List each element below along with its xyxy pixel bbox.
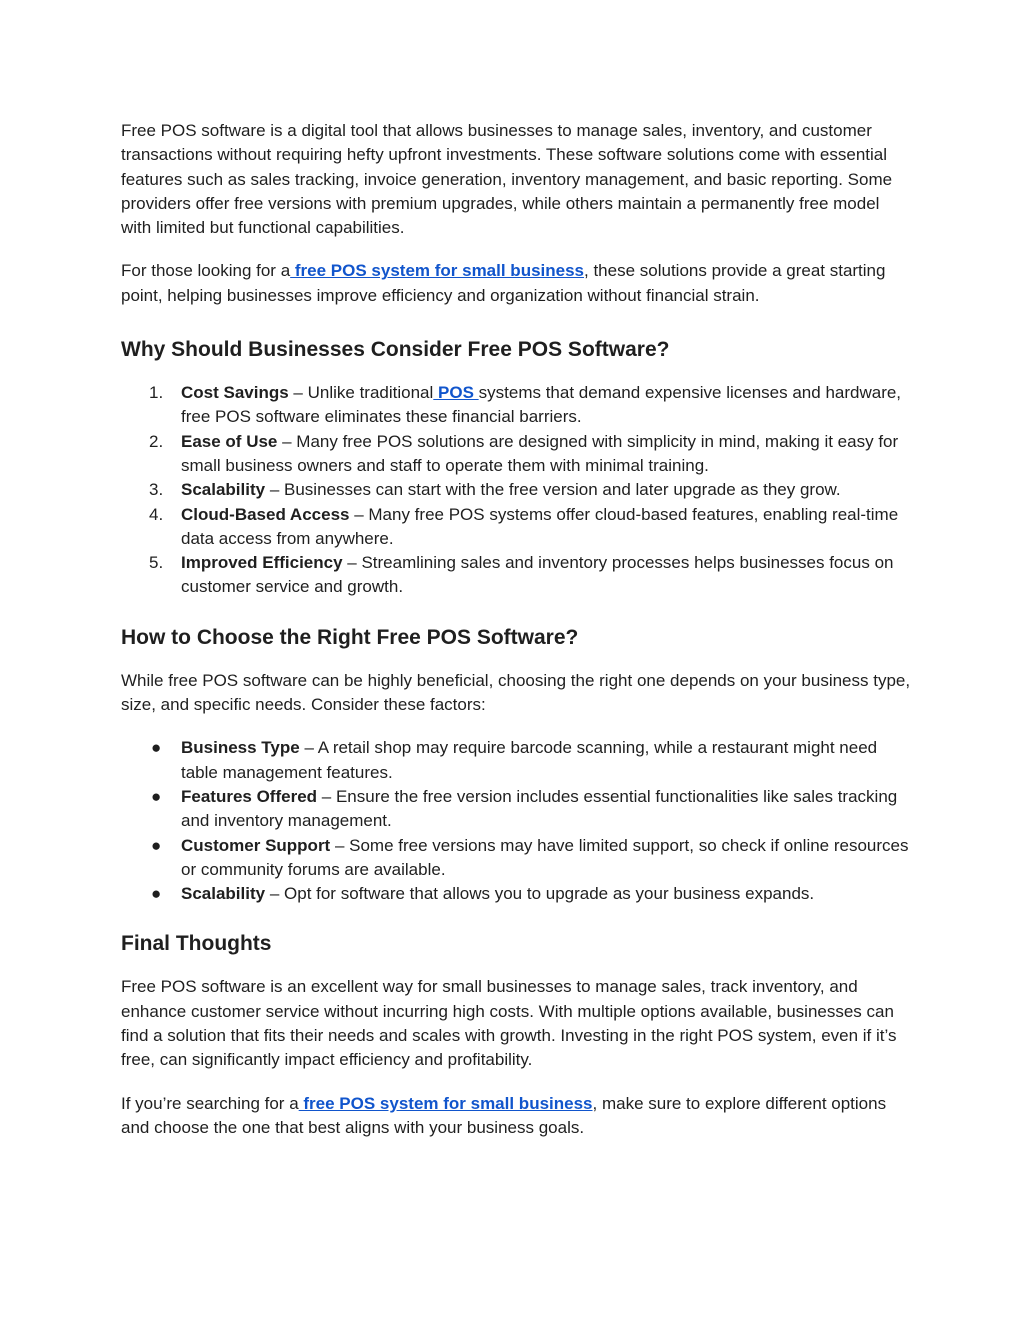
intro-link-text-after: , these solutions provide a great starting point, helping businesses improve efficiency and organization without financial strain. (121, 261, 886, 305)
list-item-text: – Ensure the free version includes essential functionalities like sales tracking and inventory management. (181, 786, 898, 831)
intro-link-text-before: For those looking for a (121, 261, 291, 281)
list-item-text: – Opt for software that allows you to upgrade as your business expands. (265, 884, 815, 904)
list-item-text: – Many free POS systems offer cloud-based features, enabling real-time data access from anywhere. (181, 504, 899, 548)
list-item-title: Features Offered (181, 786, 318, 806)
final-link-text-before: If you’re searching for a (121, 1093, 299, 1113)
bullet-icon: ● (151, 884, 162, 904)
intro-link-paragraph (121, 259, 911, 308)
free-pos-link-intro[interactable]: free POS system for small business (290, 261, 585, 281)
how-heading: How to Choose the Right Free POS Software? (121, 625, 579, 649)
list-item (121, 551, 911, 600)
why-heading: Why Should Businesses Consider Free POS Software? (121, 338, 670, 362)
document-page (121, 119, 911, 1140)
list-item-title: Scalability (181, 480, 266, 500)
intro-paragraph: Free POS software is a digital tool that allows businesses to manage sales, inventory, and customer transactions without requiring hefty upfront investments. These software solutions come with essential features such as sales tracking, invoice generation, inventory management, and basic reporting. Some providers offer free versions with premium upgrades, while others maintain a permanently free model with limited but functional capabilities. (121, 121, 893, 238)
list-item-title: Scalability (181, 884, 266, 904)
list-number: 2. (149, 431, 164, 451)
list-number: 1. (149, 383, 164, 403)
list-item-text: – Streamlining sales and inventory processes helps businesses focus on customer service and growth. (181, 553, 894, 597)
how-list (121, 736, 911, 906)
list-item (121, 478, 911, 502)
list-item-text: – Some free versions may have limited support, so check if online resources or community forums are available. (181, 835, 909, 879)
list-item (121, 430, 911, 479)
bullet-icon: ● (151, 835, 162, 855)
list-item-title: Cost Savings (181, 383, 289, 403)
list-number: 4. (149, 504, 164, 524)
list-item-text: – A retail shop may require barcode scanning, while a restaurant might need table management features. (181, 738, 878, 782)
list-number: 3. (149, 480, 164, 500)
list-item (121, 785, 911, 834)
how-paragraph: While free POS software can be highly beneficial, choosing the right one depends on your business type, size, and specific needs. Consider these factors: (121, 670, 911, 715)
list-item (121, 736, 911, 785)
list-item (121, 834, 911, 883)
final-link-text-after: , make sure to explore different options and choose the one that best aligns with your business goals. (121, 1093, 887, 1137)
list-item-text: systems that demand expensive licenses and hardware, free POS software eliminates these financial barriers. (181, 383, 902, 427)
list-item-title: Ease of Use (181, 431, 278, 451)
list-item-text: – Businesses can start with the free version and later upgrade as they grow. (265, 480, 841, 500)
list-item-title: Improved Efficiency (181, 553, 343, 573)
list-item (121, 882, 911, 906)
final-link-paragraph (121, 1092, 911, 1141)
pos-link[interactable]: POS (433, 383, 479, 403)
list-item (121, 381, 911, 430)
final-heading: Final Thoughts (121, 932, 272, 956)
final-paragraph: Free POS software is an excellent way for small businesses to manage sales, track inventory, and enhance customer service without incurring high costs. With multiple options available, businesses can find a solution that fits their needs and scales with growth. Investing in the right POS system, even if it’s free, can significantly impact efficiency and profitability. (121, 977, 897, 1070)
free-pos-link-final[interactable]: free POS system for small business (298, 1093, 593, 1113)
list-item (121, 503, 911, 552)
why-list (121, 381, 911, 600)
list-number: 5. (149, 553, 164, 573)
list-item-text: – Unlike traditional (288, 383, 434, 403)
list-item-title: Cloud-Based Access (181, 504, 350, 524)
list-item-title: Business Type (181, 738, 300, 758)
list-item-text: – Many free POS solutions are designed with simplicity in mind, making it easy for small business owners and staff to operate them with minimal training. (181, 431, 899, 475)
bullet-icon: ● (151, 786, 162, 806)
list-item-title: Customer Support (181, 835, 331, 855)
bullet-icon: ● (151, 738, 162, 758)
